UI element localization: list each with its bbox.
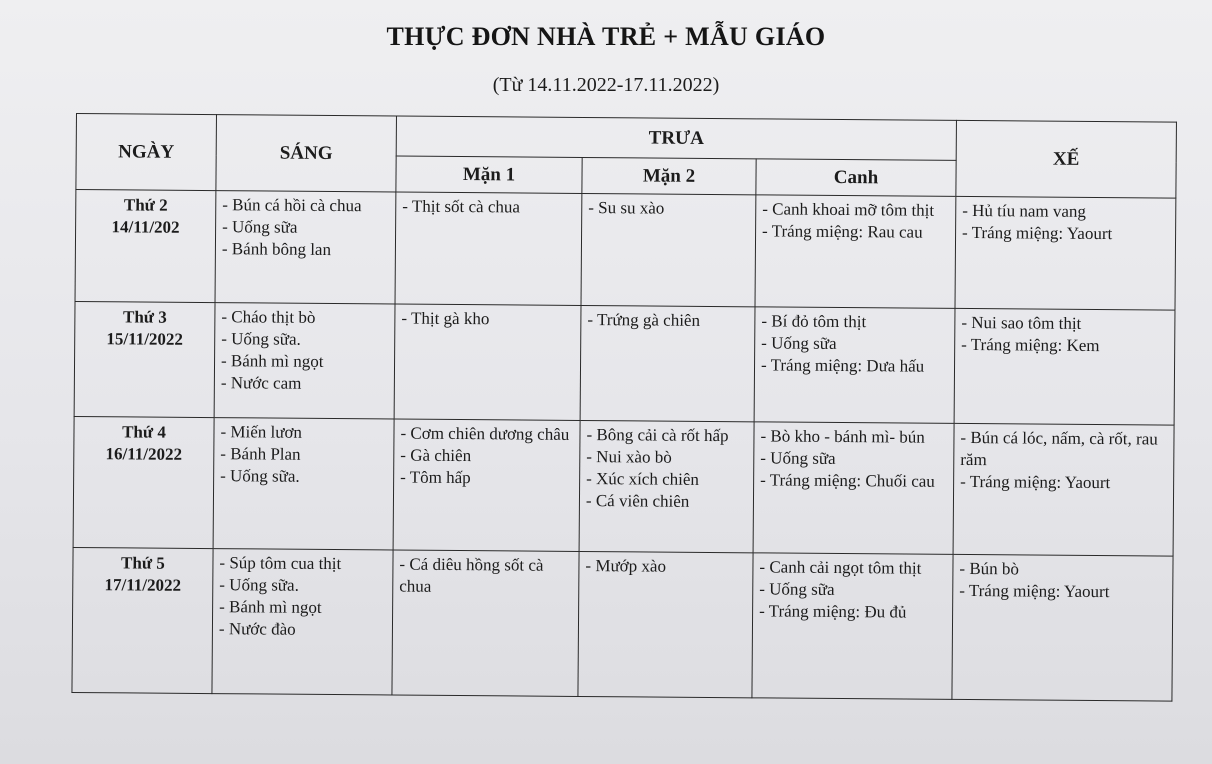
day-cell — [73, 416, 214, 548]
day-cell — [75, 190, 216, 304]
afternoon-snack-cell — [953, 423, 1174, 556]
menu-item: - Su su xào — [588, 198, 665, 218]
menu-item: - Uống sữa — [222, 217, 298, 237]
soup-cell — [754, 307, 955, 423]
lunch-main-2-cell — [579, 420, 754, 552]
menu-item: - Tráng miệng: Yaourt — [960, 471, 1111, 493]
menu-item: - Xúc xích chiên — [586, 468, 700, 489]
menu-item: - Mướp xào — [585, 555, 667, 576]
menu-item: - Uống sữa — [759, 579, 835, 599]
afternoon-snack-cell — [955, 196, 1176, 310]
menu-item: - Trứng gà chiên — [587, 310, 701, 331]
menu-item: - Hủ tíu nam vang — [962, 200, 1087, 221]
afternoon-snack-cell — [952, 554, 1173, 701]
table-row — [73, 416, 1174, 555]
date-range-subtitle: (Từ 14.11.2022-17.11.2022) — [492, 74, 720, 96]
menu-item: - Thịt gà kho — [401, 309, 490, 329]
lunch-main-1-cell — [393, 419, 580, 551]
day-cell — [72, 547, 213, 693]
menu-title: THỰC ĐƠN NHÀ TRẺ + MẪU GIÁO — [386, 22, 826, 51]
menu-item: - Uống sữa. — [220, 466, 300, 486]
menu-item: - Canh cải ngọt tôm thịt — [759, 557, 922, 578]
day-name: Thứ 3 — [122, 307, 167, 328]
menu-item: - Uống sữa — [761, 333, 837, 354]
menu-item: - Bí đỏ tôm thịt — [761, 311, 867, 332]
day-name: Thứ 2 — [123, 195, 168, 215]
menu-item: - Tráng miệng: Dưa hấu — [760, 355, 925, 377]
menu-item: - Bánh mì ngọt — [220, 351, 324, 372]
menu-item: - Cá diêu hồng sốt cà chua — [399, 554, 544, 596]
menu-item: - Tráng miệng: Yaourt — [962, 222, 1113, 244]
lunch-main-2-cell — [580, 306, 755, 422]
soup-cell — [755, 195, 956, 309]
breakfast-cell — [212, 548, 393, 695]
day-date: 14/11/202 — [111, 217, 180, 237]
menu-item: - Tôm hấp — [400, 467, 471, 488]
table-row — [75, 190, 1176, 311]
breakfast-cell — [214, 303, 395, 419]
lunch-main-2-cell — [581, 193, 756, 307]
menu-item: - Súp tôm cua thịt — [219, 552, 342, 573]
menu-item: - Canh khoai mỡ tôm thịt — [762, 199, 935, 220]
header-man-2: Mặn 2 — [582, 157, 756, 194]
menu-item: - Bò kho - bánh mì- bún — [760, 426, 925, 447]
menu-item: - Nước cam — [220, 373, 302, 394]
menu-item: - Thịt sốt cà chua — [402, 196, 521, 217]
menu-item: - Tráng miệng: Rau cau — [762, 221, 923, 242]
day-name: Thứ 5 — [121, 553, 165, 573]
menu-item: - Bún bò — [959, 558, 1020, 579]
table-row — [72, 547, 1173, 701]
afternoon-snack-cell — [954, 309, 1175, 425]
menu-item: - Bánh Plan — [220, 444, 301, 464]
menu-item: - Tráng miệng: Kem — [961, 335, 1100, 356]
menu-item: - Miến lươn — [220, 422, 303, 442]
soup-cell — [752, 553, 953, 700]
menu-item: - Nui xào bò — [586, 446, 672, 467]
day-date: 15/11/2022 — [106, 329, 184, 350]
table-row — [74, 302, 1175, 425]
menu-item: - Uống sữa — [760, 448, 836, 468]
day-date: 17/11/2022 — [104, 575, 182, 595]
day-cell — [74, 302, 215, 418]
menu-item: - Bông cải cà rốt hấp — [586, 424, 729, 446]
menu-item: - Nước đào — [218, 618, 296, 639]
menu-item: - Cá viên chiên — [585, 490, 690, 511]
lunch-main-2-cell — [578, 551, 753, 698]
header-sang: SÁNG — [216, 115, 397, 192]
header-man-1: Mặn 1 — [396, 156, 582, 193]
header-trua: TRƯA — [396, 116, 956, 160]
breakfast-cell — [215, 191, 396, 305]
menu-item: - Nui sao tôm thịt — [961, 313, 1082, 334]
menu-table — [71, 113, 1177, 702]
menu-item: - Cháo thịt bò — [221, 307, 316, 328]
header-xe: XẾ — [956, 120, 1177, 198]
menu-item: - Uống sữa. — [221, 329, 301, 350]
header-ngay: NGÀY — [76, 114, 217, 191]
lunch-main-1-cell — [392, 550, 579, 697]
menu-item: - Bánh mì ngọt — [219, 596, 322, 617]
soup-cell — [753, 422, 954, 554]
header-canh: Canh — [756, 159, 956, 197]
day-date: 16/11/2022 — [105, 444, 183, 464]
menu-item: - Tráng miệng: Yaourt — [959, 580, 1110, 601]
menu-item: - Bún cá hồi cà chua — [222, 195, 362, 216]
menu-table-container — [71, 113, 1176, 702]
day-name: Thứ 4 — [122, 422, 166, 442]
menu-item: - Gà chiên — [400, 445, 472, 466]
lunch-main-1-cell — [395, 192, 582, 306]
lunch-main-1-cell — [394, 304, 581, 420]
menu-item: - Uống sữa. — [219, 574, 299, 595]
menu-table-body — [72, 190, 1176, 702]
menu-item: - Bánh bông lan — [221, 239, 332, 260]
breakfast-cell — [213, 418, 394, 550]
menu-item: - Tráng miệng: Đu đủ — [759, 601, 907, 622]
menu-item: - Cơm chiên dương châu — [400, 423, 570, 444]
menu-item: - Tráng miệng: Chuối cau — [760, 470, 935, 491]
menu-item: - Bún cá lóc, nấm, cà rốt, rau răm — [960, 427, 1158, 470]
